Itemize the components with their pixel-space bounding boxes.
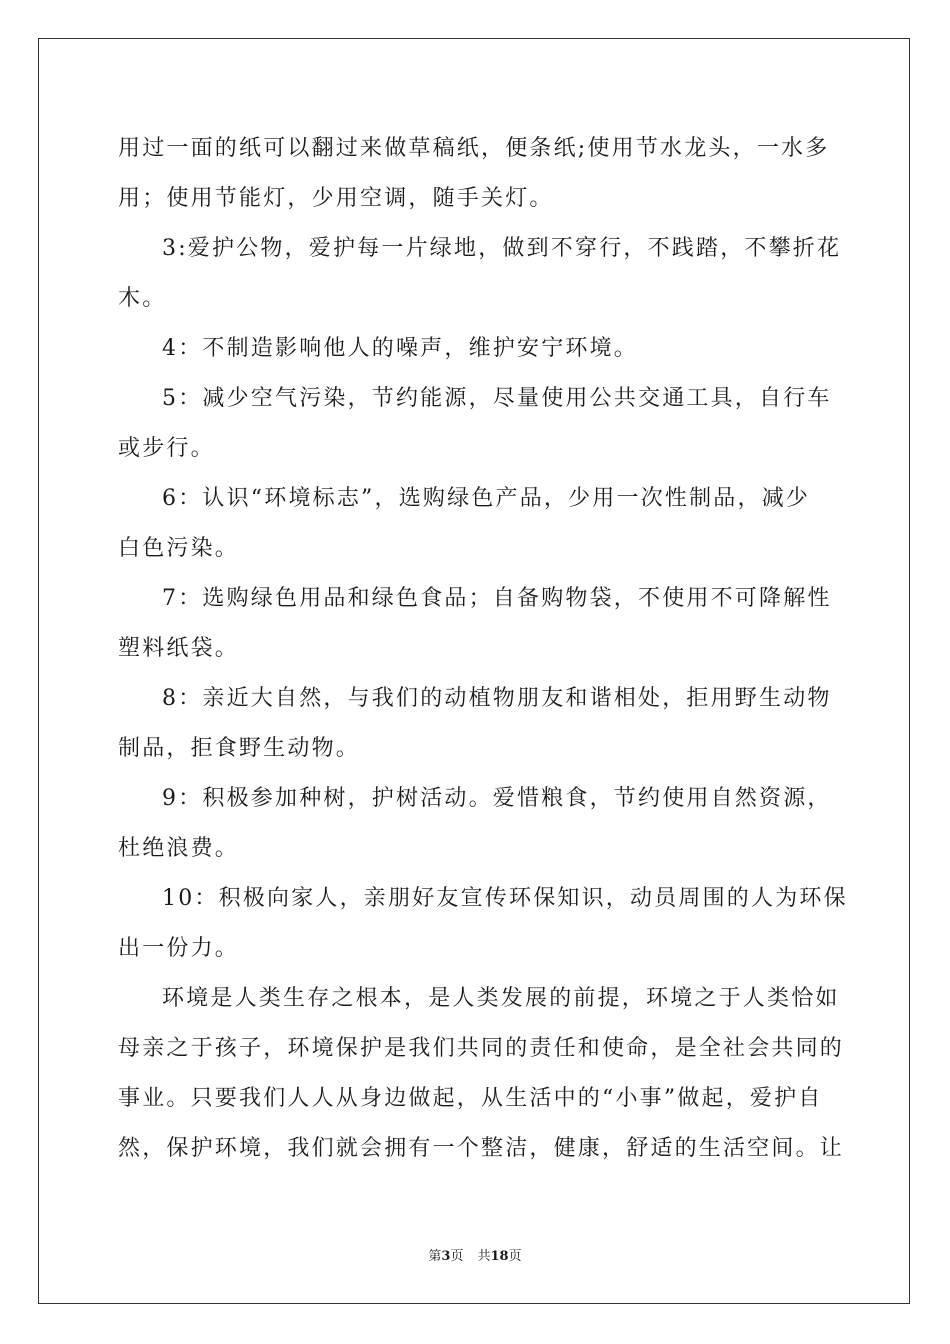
total-suffix: 页 xyxy=(508,1249,522,1264)
text-line: 环境是人类生存之根本，是人类发展的前提，环境之于人类恰如 xyxy=(162,986,840,1011)
text-line: 7：选购绿色用品和绿色食品；自备购物袋，不使用不可降解性 xyxy=(162,586,832,611)
text-line: 塑料纸袋。 xyxy=(118,636,240,661)
text-line: 3:爱护公物，爱护每一片绿地，做到不穿行，不践踏，不攀折花 xyxy=(162,236,842,261)
text-line: 出一份力。 xyxy=(118,936,240,961)
text-line: 用；使用节能灯，少用空调，随手关灯。 xyxy=(118,186,554,211)
text-line: 木。 xyxy=(118,286,167,311)
text-line: 6：认识“环境标志”，选购绿色产品，少用一次性制品，减少 xyxy=(162,486,811,511)
text-line: 8：亲近大自然，与我们的动植物朋友和谐相处，拒用野生动物 xyxy=(162,686,832,711)
text-line: 9：积极参加种树，护树活动。爱惜粮食，节约使用自然资源， xyxy=(162,786,832,811)
text-line: 白色污染。 xyxy=(118,536,240,561)
page-footer xyxy=(0,1245,950,1264)
text-line: 4：不制造影响他人的噪声，维护安宁环境。 xyxy=(162,336,638,361)
page-suffix: 页 xyxy=(450,1249,464,1264)
text-line: 事业。只要我们人人从身边做起，从生活中的“小事”做起，爱护自 xyxy=(118,1086,823,1111)
total-pages: 18 xyxy=(490,1249,509,1264)
document-body xyxy=(118,124,848,1174)
page-prefix: 第 xyxy=(428,1249,442,1264)
text-line: 10：积极向家人，亲朋好友宣传环保知识，动员周围的人为环保 xyxy=(162,886,848,911)
text-line: 制品，拒食野生动物。 xyxy=(118,736,361,761)
text-line: 用过一面的纸可以翻过来做草稿纸，便条纸;使用节水龙头，一水多 xyxy=(118,136,830,161)
text-line: 然，保护环境，我们就会拥有一个整洁，健康，舒适的生活空间。让 xyxy=(118,1136,845,1161)
total-prefix: 共 xyxy=(477,1249,491,1264)
text-line: 5：减少空气污染，节约能源，尽量使用公共交通工具，自行车 xyxy=(162,386,832,411)
text-line: 杜绝浪费。 xyxy=(118,836,240,861)
text-line: 母亲之于孩子，环境保护是我们共同的责任和使命，是全社会共同的 xyxy=(118,1036,845,1061)
page-number: 3 xyxy=(441,1249,451,1264)
text-line: 或步行。 xyxy=(118,436,215,461)
